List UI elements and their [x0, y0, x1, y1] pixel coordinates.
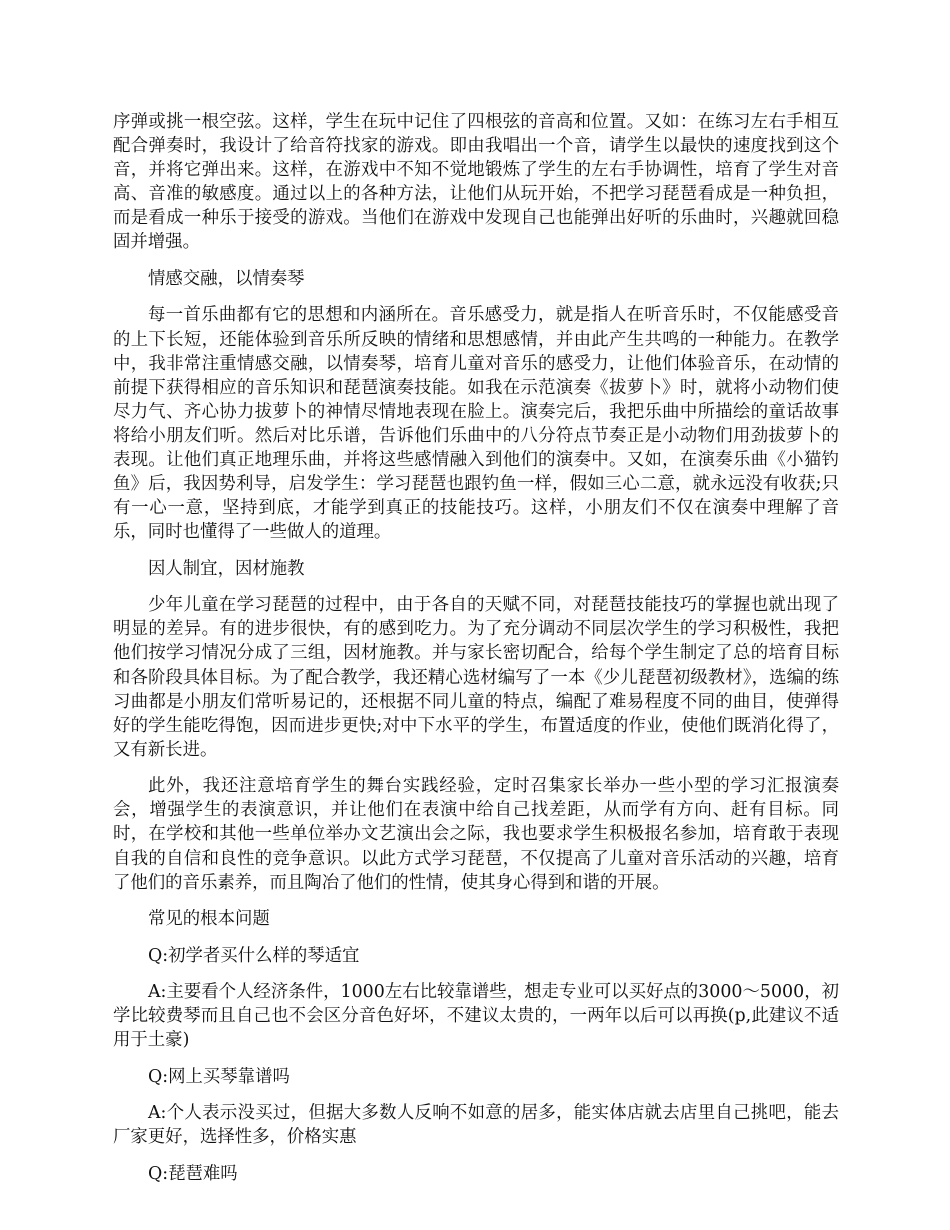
section-heading-individualized: 因人制宜，因材施教 [148, 558, 305, 579]
section-heading-emotion: 情感交融，以情奏琴 [148, 268, 305, 289]
paragraph-emotion: 每一首乐曲都有它的思想和内涵所在。音乐感受力，就是指人在听音乐时，不仅能感受音的上下长短，还能体验到音乐所反映的情绪和思想感情，并由此产生共鸣的一种能力。在教学中，我非常注重情感交融，以情奏琴，培育儿童对音乐的感受力，让他们体验音乐，在动情的前提下获得相应的音乐知识和琵琶演奏技能。如我在示范演奏《拔萝卜》时，就将小动物们使尽力气、齐心协力拔萝卜的神情尽情地表现在脸上。演奏完后，我把乐曲中所描绘的童话故事将给小朋友们听。然后对比乐谱，告诉他们乐曲中的八分符点节奏正是小动物们用劲拔萝卜的表现。让他们真正地理乐曲，并将这些感情融入到他们的演奏中。又如，在演奏乐曲《小猫钓鱼》后，我因势利导，启发学生：学习琵琶也跟钓鱼一样，假如三心二意，就永远没有收获;只有一心一意，坚持到底，才能学到真正的技能技巧。这样，小朋友们不仅在演奏中理解了音乐，同时也懂得了一些做人的道理。 [113, 305, 839, 543]
faq-question-3: Q:琵琶难吗 [148, 1163, 238, 1184]
section-heading-faq: 常见的根本问题 [148, 909, 270, 930]
faq-answer-2: A:个人表示没买过，但据大多数人反响不如意的居多，能实体店就去店里自己挑吧，能去厂家更好，选择性多，价格实惠 [113, 1103, 839, 1148]
paragraph-stage-practice: 此外，我还注意培育学生的舞台实践经验，定时召集家长举办一些小型的学习汇报演奏会，增强学生的表演意识，并让他们在表演中给自己找差距，从而学有方向、赶有目标。同时，在学校和其他一些单位举办文艺演出会之际，我也要求学生积极报名参加，培育敢于表现自我的自信和良性的竞争意识。以此方式学习琵琶，不仅提高了儿童对音乐活动的兴趣，培育了他们的音乐素养，而且陶冶了他们的性情，使其身心得到和谐的开展。 [113, 776, 839, 893]
faq-question-2: Q:网上买琴靠谱吗 [148, 1066, 290, 1087]
paragraph-individualized: 少年儿童在学习琵琶的过程中，由于各自的天赋不同，对琵琶技能技巧的掌握也就出现了明显的差异。有的进步很快，有的感到吃力。为了充分调动不同层次学生的学习积极性，我把他们按学习情况分成了三组，因材施教。并与家长密切配合，给每个学生制定了总的培育目标和各阶段具体目标。为了配合教学，我还精心选材编写了一本《少儿琵琶初级教材》，选编的练习曲都是小朋友们常听易记的，还根据不同儿童的特点，编配了难易程度不同的曲目，使弹得好的学生能吃得饱，因而进步更快;对中下水平的学生，布置适度的作业，使他们既消化得了，又有新长进。 [113, 595, 839, 760]
paragraph-games-continuation: 序弹或挑一根空弦。这样，学生在玩中记住了四根弦的音高和位置。又如：在练习左右手相互配合弹奏时，我设计了给音符找家的游戏。即由我唱出一个音，请学生以最快的速度找到这个音，并将它弹出来。这样，在游戏中不知不觉地锻炼了学生的左右手协调性，培育了学生对音高、音准的敏感度。通过以上的各种方法，让他们从玩开始，不把学习琵琶看成是一种负担，而是看成一种乐于接受的游戏。当他们在游戏中发现自己也能弹出好听的乐曲时，兴趣就回稳固并增强。 [113, 112, 839, 253]
document-body [113, 110, 839, 1198]
faq-question-1: Q:初学者买什么样的琴适宜 [148, 945, 360, 966]
faq-answer-1: A:主要看个人经济条件，1000左右比较靠谱些，想走专业可以买好点的3000～5000，初学比较费琴而且自己也不会区分音色好坏，不建议太贵的，一两年以后可以再换(p,此建议不适用于土豪) [113, 982, 839, 1051]
